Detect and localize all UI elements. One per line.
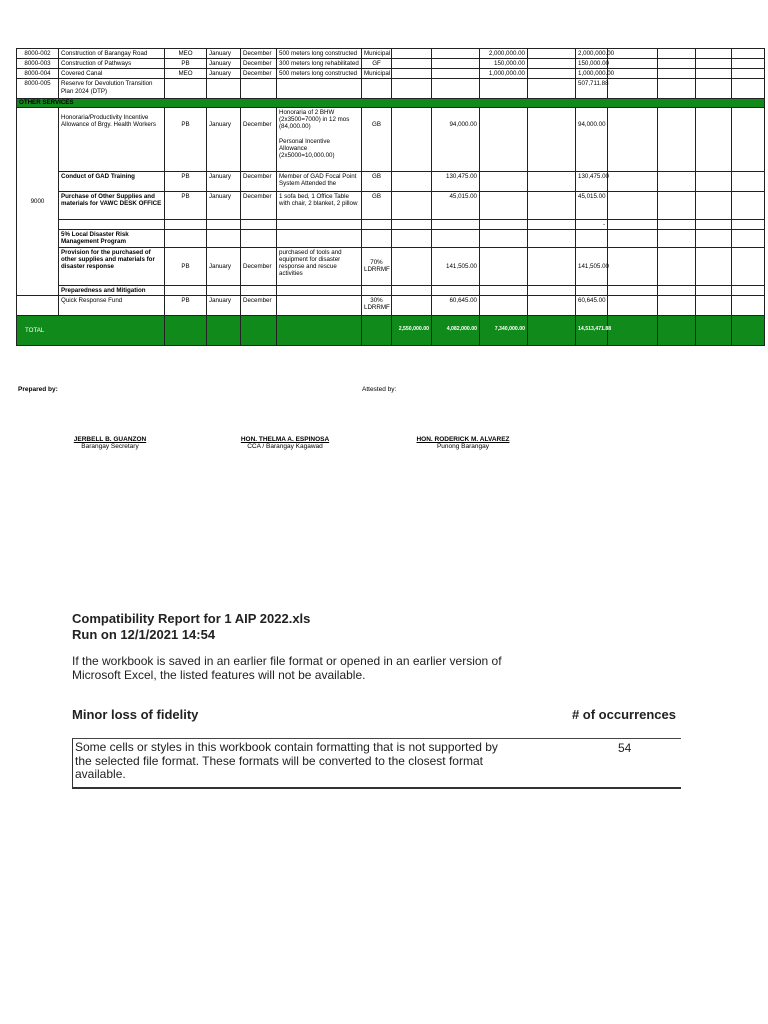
table-row: Conduct of GAD Training PB January December Member of GAD Focal Point System Attended the GB 130,475.00 130,475.00 bbox=[17, 171, 765, 191]
table-row: 8000-005 Reserve for Devolution Transition Plan 2024 (DTP) 507,711.88 bbox=[17, 79, 765, 99]
signatory-kagawad: HON. THELMA A. ESPINOSA CCA / Barangay Kagawad bbox=[240, 436, 330, 450]
table-row: 9000 Honoraria/Productivity Incentive Allowance of Brgy. Health Workers PB January December Honoraria of 2 BHW (2x3500=7000) in 12 mos (84,000.00) Personal Incentive Allowance (2x5000=10,000.00) GB 94,000.00 94,000.00 bbox=[17, 107, 765, 171]
code-9000: 9000 bbox=[17, 107, 59, 295]
table-row: 8000-003 Construction of Pathways PB January December 300 meters long rehabilitated GF 150,000.00 150,000.00 bbox=[17, 59, 765, 69]
table-row: 8000-004 Covered Canal MEO January December 500 meters long constructed Municipal 1,000,000.00 1,000,000.00 bbox=[17, 69, 765, 79]
attested-by-label: Attested by: bbox=[362, 386, 397, 393]
table-row: - bbox=[17, 219, 765, 229]
report-title: Compatibility Report for 1 AIP 2022.xls bbox=[72, 611, 311, 626]
table-row: Preparedness and Mitigation bbox=[17, 285, 765, 295]
issue-row bbox=[72, 738, 681, 789]
report-intro: If the workbook is saved in an earlier file format or opened in an earlier version of Microsoft Excel, the listed features will not be available. bbox=[72, 654, 502, 682]
table-row: 5% Local Disaster Risk Management Program bbox=[17, 229, 765, 247]
section-row-other-services: OTHER SERVICES bbox=[17, 99, 765, 107]
total-row: TOTAL 2,550,000.00 4,082,000.00 7,340,000.00 14,513,471.88 bbox=[17, 315, 765, 345]
report-run-on: Run on 12/1/2021 14:54 bbox=[72, 627, 216, 642]
section-title: Minor loss of fidelity bbox=[72, 707, 199, 722]
fidelity-header bbox=[72, 707, 682, 722]
signatory-punong-barangay: HON. RODERICK M. ALVAREZ Punong Barangay bbox=[416, 436, 510, 450]
issue-count: 54 bbox=[618, 741, 632, 755]
aip-table bbox=[16, 48, 765, 346]
prepared-by-label: Prepared by: bbox=[18, 386, 58, 393]
table-row: Provision for the purchased of other supplies and materials for disaster response PB January December purchased of tools and equipment for disaster response and rescue activities 70% LDRRMF 141,505.00 141,505.00 bbox=[17, 247, 765, 285]
issue-text: Some cells or styles in this workbook contain formatting that is not supported by the selected file format. These formats will be converted to the closest format available. bbox=[75, 740, 498, 781]
table-row: Quick Response Fund PB January December 30% LDRRMF 60,645.00 60,645.00 bbox=[17, 295, 765, 315]
signatory-secretary: JERBELL B. GUANZON Barangay Secretary bbox=[73, 436, 147, 450]
compatibility-report bbox=[72, 611, 682, 781]
table-row: Purchase of Other Supplies and materials for VAWC DESK OFFICE PB January December 1 sofa bed, 1 Office Table with chair, 2 blanket, 2 pillow GB 45,015.00 45,015.00 bbox=[17, 191, 765, 219]
occurrences-header: # of occurrences bbox=[571, 707, 676, 722]
table-row: 8000-002 Construction of Barangay Road MEO January December 500 meters long constructed Municipal 2,000,000.00 2,000,000.00 bbox=[17, 49, 765, 59]
